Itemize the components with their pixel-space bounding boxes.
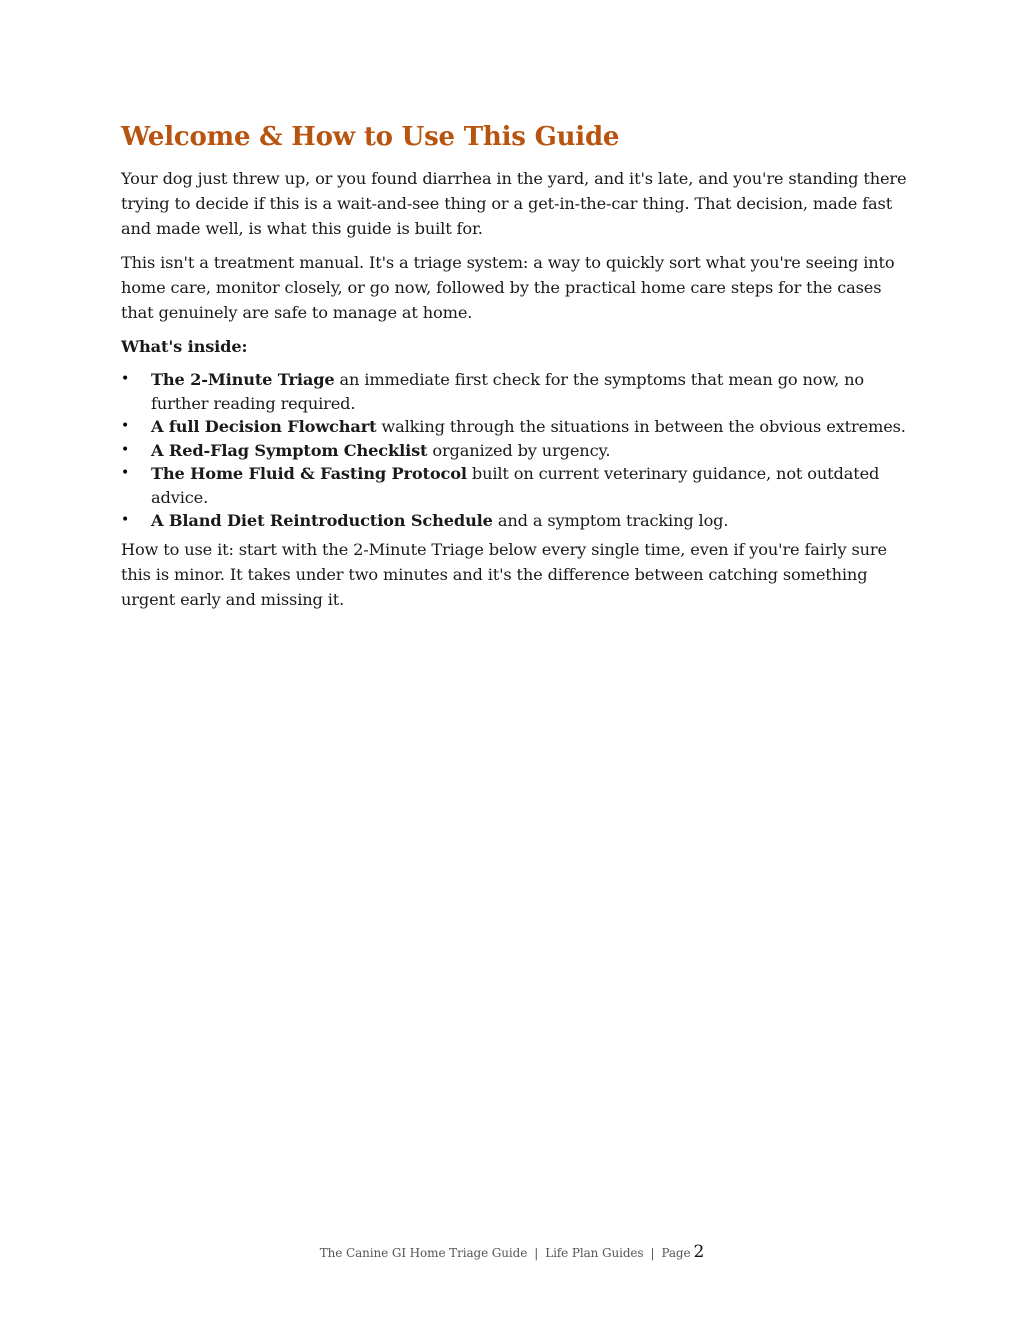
footer-guide-title: The Canine GI Home Triage Guide xyxy=(319,1246,528,1260)
list-item-title: A Red-Flag Symptom Checklist xyxy=(151,440,428,460)
list-item xyxy=(121,439,911,463)
bullet-icon: • xyxy=(121,465,130,481)
footer-page-label: Page xyxy=(661,1246,691,1260)
list-item-text: built on current veterinary guidance, not outdated advice. xyxy=(151,464,880,507)
list-item xyxy=(121,509,911,533)
intro-paragraph-2: This isn't a treatment manual. It's a triage system: a way to quickly sort what you're seeing into home care, monitor closely, or go now, followed by the practical home care steps for the cases that genuinely are safe to manage at home. xyxy=(121,253,895,322)
list-item-title: The Home Fluid & Fasting Protocol xyxy=(151,464,467,483)
bullet-icon: • xyxy=(121,512,130,528)
list-item-text: and a symptom tracking log. xyxy=(492,511,729,530)
footer-separator: | xyxy=(534,1246,539,1260)
footer-publisher: Life Plan Guides xyxy=(545,1246,644,1260)
page-title: Welcome & How to Use This Guide xyxy=(121,122,620,152)
bullet-icon: • xyxy=(121,418,130,434)
list-item xyxy=(121,415,911,439)
list-item xyxy=(121,368,911,415)
bullet-icon: • xyxy=(121,441,130,458)
list-item-text: walking through the situations in between the obvious extremes. xyxy=(376,417,906,436)
page-number: 2 xyxy=(693,1242,705,1262)
list-item-text: organized by urgency. xyxy=(427,440,611,460)
list-item-title: A full Decision Flowchart xyxy=(151,417,377,436)
footer-separator: | xyxy=(650,1246,655,1260)
list-item-title: A Bland Diet Reintroduction Schedule xyxy=(151,511,493,530)
how-to-use-paragraph: How to use it: start with the 2-Minute Triage below every single time, even if you're fairly sure this is minor. It takes under two minutes and it's the difference between catching something urgent early and missing it. xyxy=(121,539,887,609)
document-page xyxy=(121,118,911,621)
list-item xyxy=(121,462,911,509)
list-item-text: an immediate first check for the symptoms that mean go now, no further reading required. xyxy=(151,370,865,413)
whats-inside-label: What's inside: xyxy=(121,337,248,356)
list-item-title: The 2-Minute Triage xyxy=(151,370,335,389)
page-footer xyxy=(0,1242,1024,1262)
bullet-icon: • xyxy=(121,371,130,387)
intro-paragraph-1: Your dog just threw up, or you found diarrhea in the yard, and it's late, and you're standing there trying to decide if this is a wait-and-see thing or a get-in-the-car thing. That decision, made fast and made well, is what this guide is built for. xyxy=(121,169,907,238)
contents-list xyxy=(121,368,911,533)
